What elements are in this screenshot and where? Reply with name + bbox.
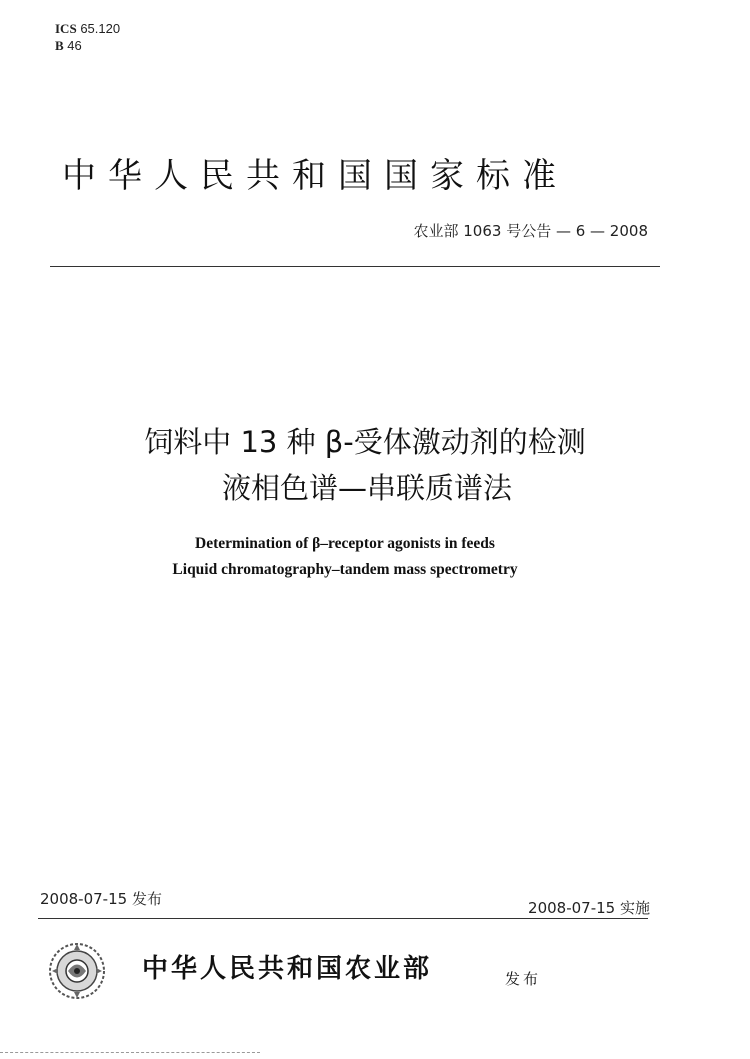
chinese-title-line-1: 饲料中 13 种 β-受体激动剂的检测 <box>144 425 586 459</box>
scan-edge-line <box>0 1052 260 1053</box>
ics-code: 65.120 <box>80 21 121 36</box>
ics-label: ICS <box>55 21 77 36</box>
footer-divider <box>38 918 648 919</box>
national-standard-title: 中华人民共和国国家标准 <box>62 156 568 196</box>
ccs-label: B <box>55 38 64 53</box>
header-divider <box>50 266 660 267</box>
chinese-title-line-2: 液相色谱—串联质谱法 <box>221 471 512 505</box>
english-title-line-1: Determination of β–receptor agonists in feeds <box>195 535 495 552</box>
issuing-authority-suffix: 发布 <box>505 970 542 988</box>
issue-date: 2008-07-15 发布 <box>40 890 162 908</box>
english-title-line-2: Liquid chromatography–tandem mass spectrometry <box>172 561 518 578</box>
ccs-code-line <box>55 37 120 54</box>
ccs-code: 46 <box>67 38 82 53</box>
classification-codes <box>55 20 120 54</box>
issuing-authority: 中华人民共和国农业部 <box>142 954 433 984</box>
document-number: 农业部 1063 号公告 — 6 — 2008 <box>413 222 648 240</box>
ministry-emblem-icon <box>46 940 108 1002</box>
implementation-date: 2008-07-15 实施 <box>528 899 650 917</box>
ics-code-line <box>55 20 120 37</box>
